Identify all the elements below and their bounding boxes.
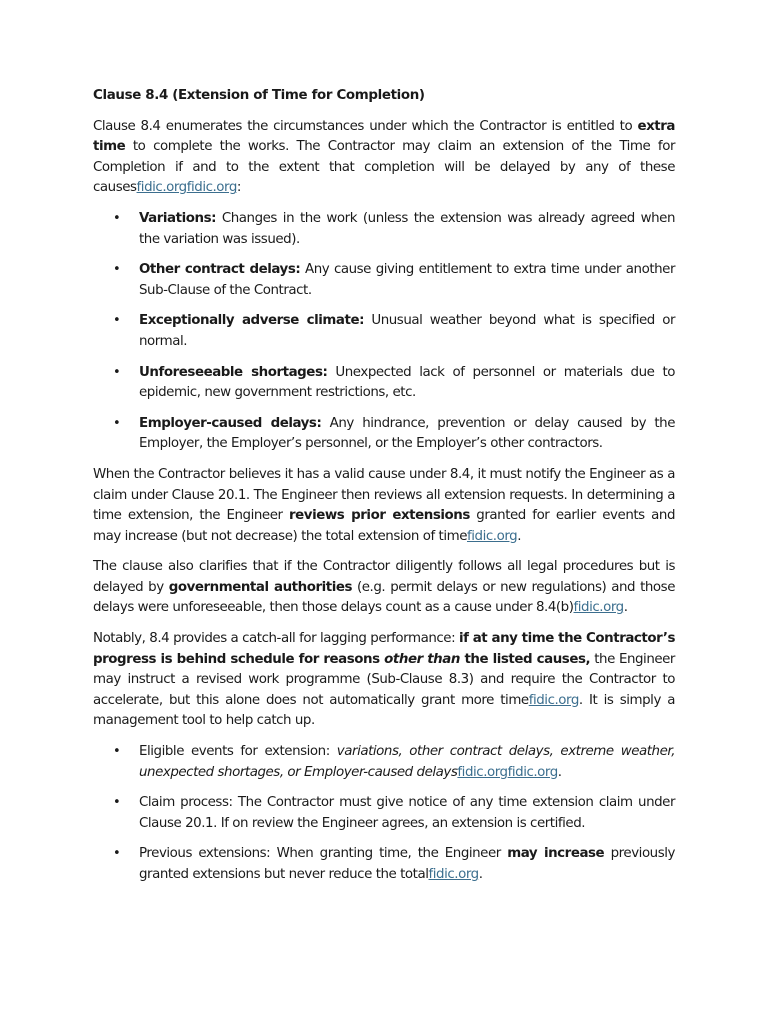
document-page (93, 86, 675, 896)
list-item: • Exceptionally adverse climate: Unusual weather beyond what is specified or normal. (93, 311, 675, 352)
summary-list (93, 742, 675, 886)
list-item: • Unforeseeable shortages: Unexpected lack of personnel or materials due to epidemic, new government restrictions, etc. (93, 363, 675, 404)
source-link[interactable]: fidic.org (186, 180, 237, 196)
list-item: • Variations: Changes in the work (unless the extension was already agreed when the variation was issued). (93, 209, 675, 250)
causes-list (93, 209, 675, 455)
list-item: • Eligible events for extension: variations, other contract delays, extreme weather, unexpected shortages, or Employer-caused delaysfidic.orgfidic.org. (93, 742, 675, 783)
source-link[interactable]: fidic.org (457, 764, 508, 780)
source-link[interactable]: fidic.org (573, 600, 624, 616)
source-link[interactable]: fidic.org (467, 528, 518, 544)
source-link[interactable]: fidic.org (136, 180, 187, 196)
clause-heading: Clause 8.4 (Extension of Time for Completion) (93, 88, 425, 103)
source-link[interactable]: fidic.org (528, 692, 579, 708)
engineer-review-paragraph: When the Contractor believes it has a valid cause under 8.4, it must notify the Engineer as a claim under Clause 20.1. The Engineer then reviews all extension requests. In determining a time extension, the Engineer reviews prior extensions granted for earlier events and may increase (but not decrease) the total extension of timefidic.org. (93, 466, 675, 544)
list-item: • Employer-caused delays: Any hindrance, prevention or delay caused by the Employer, the Employer’s personnel, or the Employer’s other contractors. (93, 414, 675, 455)
list-item: • Previous extensions: When granting time, the Engineer may increase previously granted extensions but never reduce the totalfidic.org. (93, 844, 675, 885)
intro-paragraph: Clause 8.4 enumerates the circumstances under which the Contractor is entitled to extra time to complete the works. The Contractor may claim an extension of the Time for Completion if and to the extent that completion will be delayed by any of these causesfidic.orgfidic.org: (93, 118, 675, 196)
source-link[interactable]: fidic.org (507, 764, 558, 780)
source-link[interactable]: fidic.org (428, 867, 479, 882)
list-item: • Claim process: The Contractor must give notice of any time extension claim under Clause 20.1. If on review the Engineer agrees, an extension is certified. (93, 793, 675, 834)
catch-all-paragraph: Notably, 8.4 provides a catch-all for lagging performance: if at any time the Contractor’s progress is behind schedule for reasons other than the listed causes, the Engineer may instruct a revised work programme (Sub-Clause 8.3) and require the Contractor to accelerate, but this alone does not automatically grant more timefidic.org. It is simply a management tool to help catch up. (93, 631, 675, 729)
governmental-delay-paragraph: The clause also clarifies that if the Contractor diligently follows all legal procedures but is delayed by governmental authorities (e.g. permit delays or new regulations) and those delays were unforeseeable, then those delays count as a cause under 8.4(b)fidic.org. (93, 559, 675, 616)
list-item: • Other contract delays: Any cause giving entitlement to extra time under another Sub-Clause of the Contract. (93, 260, 675, 301)
